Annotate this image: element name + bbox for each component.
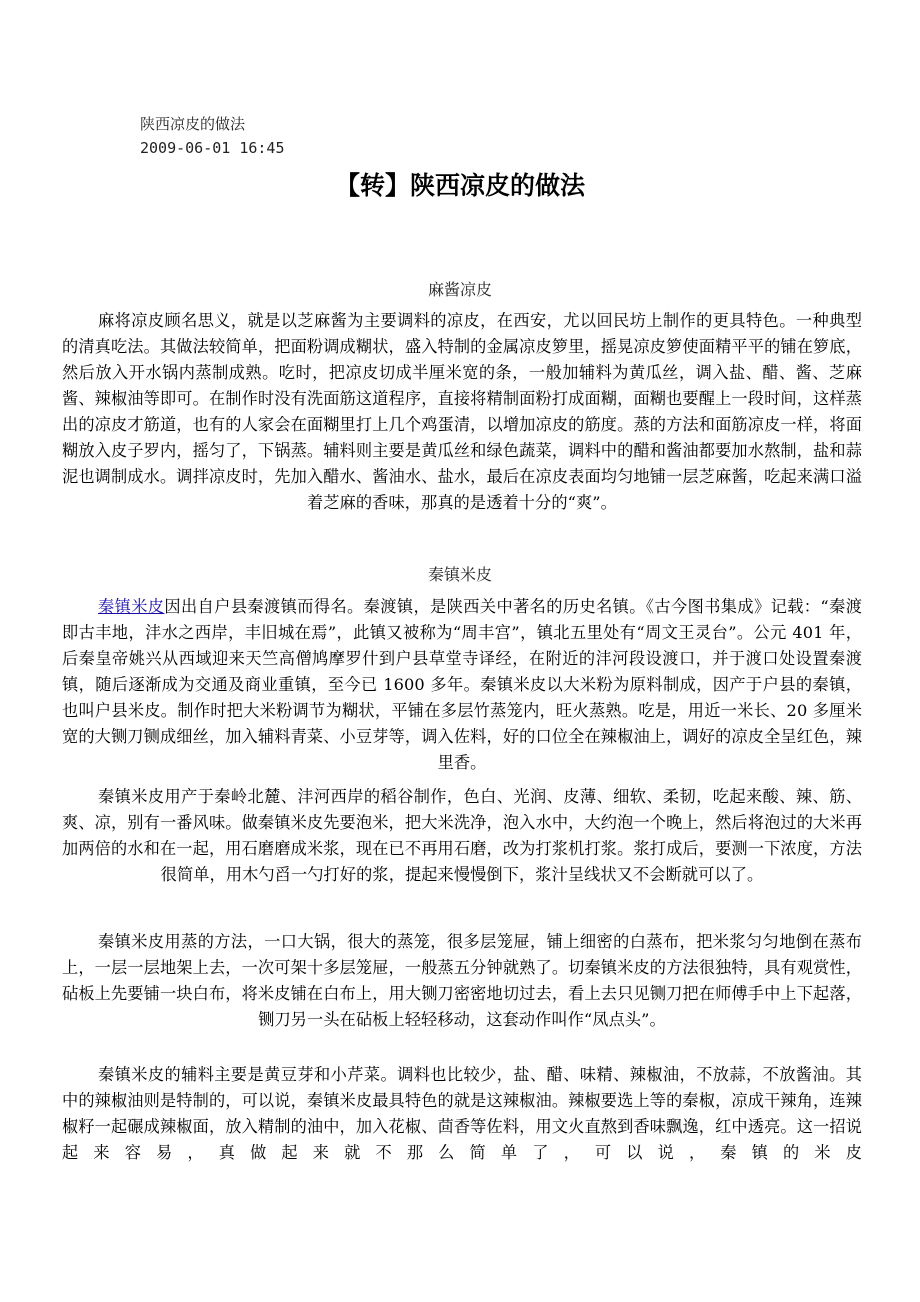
paragraph-qinzhen-1 <box>62 594 862 776</box>
section-heading-majiang: 麻酱凉皮 <box>427 280 492 299</box>
section-heading-qinzhen: 秦镇米皮 <box>427 565 492 584</box>
paragraph-qinzhen-4: 秦镇米皮的辅料主要是黄豆芽和小芹菜。调料也比较少，盐、醋、味精、辣椒油，不放蒜，不放酱油。其中的辣椒油则是特制的，可以说，秦镇米皮最具特色的就是这辣椒油。辣椒要选上等的秦椒，凉成干辣角，连辣椒籽一起碾成辣椒面，放入精制的油中，加入花椒、茴香等佐料，用文火直熬到香味飘逸，红中透亮。这一招说起来容易，真做起来就不那么简单了，可以说，秦镇的米皮 <box>62 1065 862 1162</box>
meta-title: 陕西凉皮的做法 <box>140 115 246 133</box>
paragraph-qinzhen-1-text: 因出自户县秦渡镇而得名。秦渡镇，是陕西关中著名的历史名镇。《古今图书集成》记载：“秦渡即古丰地，沣水之西岸，丰旧城在焉”，此镇又被称为“周丰宫”，镇北五里处有“周文王灵台”。公元 401 年，后秦皇帝姚兴从西域迎来天竺高僧鸠摩罗什到户县草堂寺译经，在附近的沣河段设渡口，并于渡口处设置秦渡镇，随后逐渐成为交通及商业重镇，至今已 1600 多年。秦镇米皮以大米粉为原料制成，因产于户县的秦镇，也叫户县米皮。制作时把大米粉调节为糊状，平铺在多层竹蒸笼内，旺火蒸熟。吃是，用近一米长、20 多厘米宽的大铡刀铡成细丝，加入辅料青菜、小豆芽等，调入佐料，好的口位全在辣椒油上，调好的凉皮全呈红色，辣里香。 <box>62 597 862 772</box>
article-title: 【转】陕西凉皮的做法 <box>334 171 585 200</box>
paragraph-qinzhen-3: 秦镇米皮用蒸的方法，一口大锅，很大的蒸笼，很多层笼屉，铺上细密的白蒸布，把米浆匀匀地倒在蒸布上，一层一层地架上去，一次可架十多层笼屉，一般蒸五分钟就熟了。切秦镇米皮的方法很独特，具有观赏性，砧板上先要铺一块白布，将米皮铺在白布上，用大铡刀密密地切过去，看上去只见铡刀把在师傅手中上下起落，铡刀另一头在砧板上轻轻移动，这套动作叫作“凤点头”。 <box>62 932 862 1029</box>
paragraph-qinzhen-2: 秦镇米皮用产于秦岭北麓、沣河西岸的稻谷制作，色白、光润、皮薄、细软、柔韧，吃起来酸、辣、筋、爽、凉，别有一番风味。做秦镇米皮先要泡米，把大米洗净，泡入水中，大约泡一个晚上，然后将泡过的大米再加两倍的水和在一起，用石磨磨成米浆，现在已不再用石磨，改为打浆机打浆。浆打成后，要测一下浓度，方法很简单，用木勺舀一勺打好的浆，提起来慢慢倒下，浆汁呈线状又不会断就可以了。 <box>62 787 862 884</box>
meta-date: 2009-06-01 16:45 <box>140 139 285 157</box>
qinzhen-mipi-link[interactable]: 秦镇米皮 <box>98 597 165 616</box>
paragraph-majiang: 麻将凉皮顾名思义，就是以芝麻酱为主要调料的凉皮，在西安，尤以回民坊上制作的更具特色。一种典型的清真吃法。其做法较简单，把面粉调成糊状，盛入特制的金属凉皮箩里，摇晃凉皮箩使面精平平的铺在箩底，然后放入开水锅内蒸制成熟。吃时，把凉皮切成半厘米宽的条，一般加辅料为黄瓜丝，调入盐、醋、酱、芝麻酱、辣椒油等即可。在制作时没有洗面筋这道程序，直接将精制面粉打成面糊，面糊也要醒上一段时间，这样蒸出的凉皮才筋道，也有的人家会在面糊里打上几个鸡蛋清，以增加凉皮的筋度。蒸的方法和面筋凉皮一样，将面糊放入皮子罗内，摇匀了，下锅蒸。辅料则主要是黄瓜丝和绿色蔬菜，调料中的醋和酱油都要加水熬制，盐和蒜泥也调制成水。调拌凉皮时，先加入醋水、酱油水、盐水，最后在凉皮表面均匀地铺一层芝麻酱，吃起来满口溢着芝麻的香味，那真的是透着十分的“爽”。 <box>62 311 862 512</box>
